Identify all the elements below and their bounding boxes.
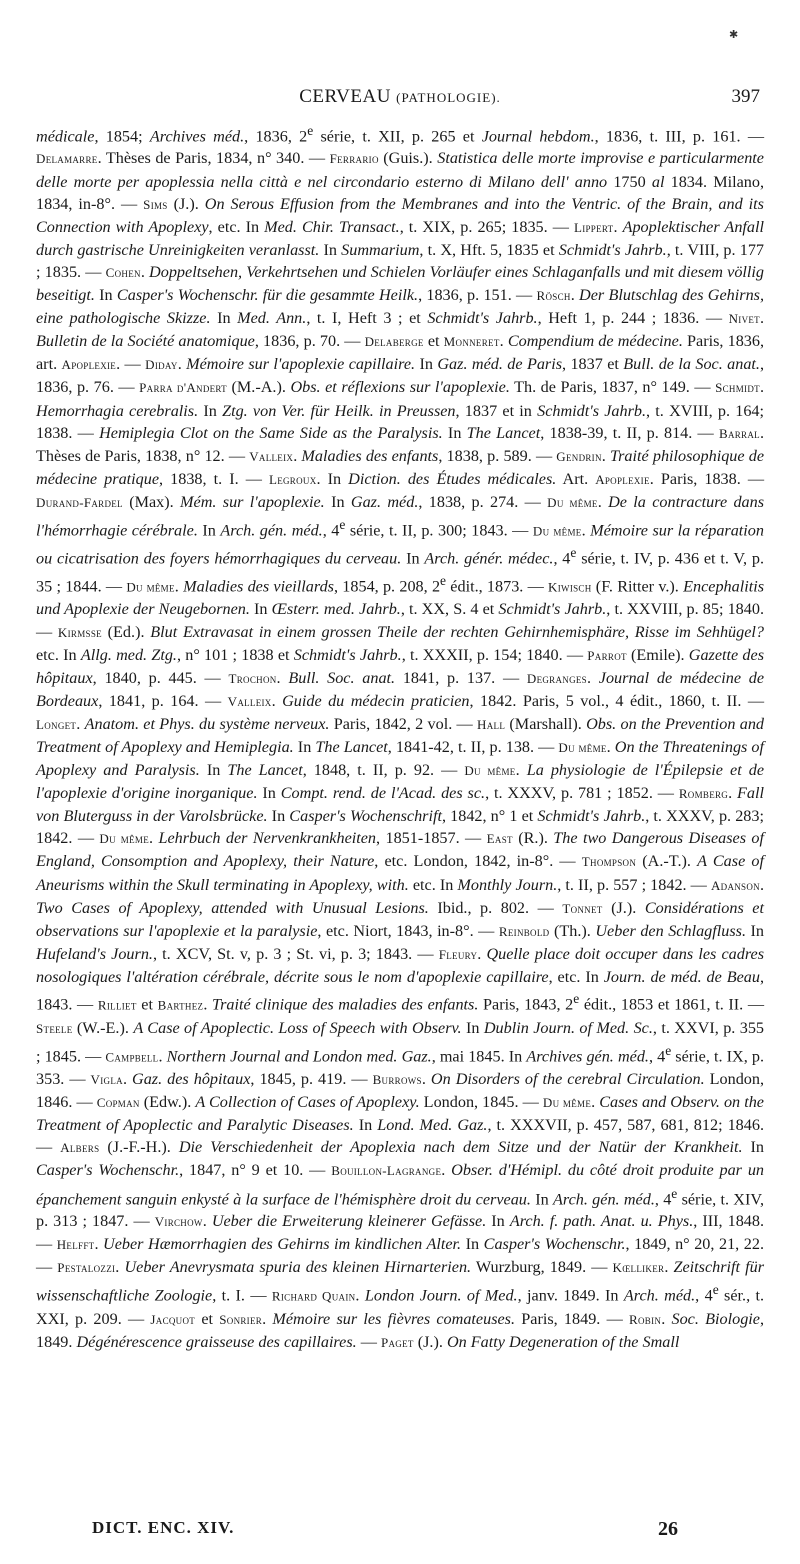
author-name: Longet: [36, 716, 77, 732]
author-name: Monneret: [443, 334, 500, 350]
work-title: Gaz. méd. de Paris: [437, 355, 563, 374]
work-title: médicale: [36, 127, 95, 146]
author-name: Rösch: [536, 288, 571, 304]
author-name: Durand-Fardel: [36, 494, 123, 510]
work-title: On Disorders of the cerebral Circulation.: [430, 1070, 705, 1089]
author-name: Apoplexie: [595, 471, 650, 487]
work-title: Northern Journal and London med. Gaz.: [166, 1047, 432, 1065]
work-title: On Serous Effusion from the Membranes and into the Ventric. of the Brain, and its Connection with Apoplexy: [36, 194, 764, 236]
author-name: Sonrier: [219, 1311, 263, 1327]
author-name: Hall: [477, 716, 506, 732]
author-name: Jacquot: [150, 1311, 196, 1327]
work-title: Guide du médecin praticien: [282, 691, 470, 710]
work-title: De la contracture dans l'hémorrhagie cérébrale.: [36, 492, 765, 540]
work-title: A Case of Aneurisms within the Skull terminating in Apoplexy, with.: [36, 852, 765, 894]
bibliography-paragraph: médicale, 1854; Archives méd., 1836, 2e série, t. XII, p. 265 et Journal hebdom., 1836, t. III, p. 161. — Delamarre. Thèses de Paris, 1834, n° 340. — Ferrario (Guis.). Statistica delle morte improvise e particularmente delle morte per apoplessia nella città e nel circondario esterno di Milano dell' anno 1750 al 1834. Milano, 1834, in-8°. — Sims (J.). On Serous Effusion from the Membranes and into the Ventric. of the Brain, and its Connection with Apoplexy, etc. In Med. Chir. Transact., t. XIX, p. 265; 1835. — Lippert. Apoplektischer Anfall durch gastrische Unreinigkeiten veranlasst. In Summarium, t. X, Hft. 5, 1835 et Schmidt's Jahrb., t. VIII, p. 177 ; 1835. — Cohen. Doppeltsehen, Verkehrtsehen und Schielen Vorläufer eines Schlaganfalls und mit diesem völlig beseitigt. In Casper's Wochenschr. für die gesammte Heilk., 1836, p. 151. — Rösch. Der Blutschlag des Gehirns, eine pathologische Skizze. In Med. Ann., t. I, Heft 3 ; et Schmidt's Jahrb., Heft 1, p. 244 ; 1836. — Nivet. Bulletin de la Société anatomique, 1836, p. 70. — Delaberge et Monneret. Compendium de médecine. Paris, 1836, art. Apoplexie. — Diday. Mémoire sur l'apoplexie capillaire. In Gaz. méd. de Paris, 1837 et Bull. de la Soc. anat., 1836, p. 76. — Parra d'Andert (M.-A.). Obs. et réflexions sur l'apoplexie. Th. de Paris, 1837, n° 149. — Schmidt. Hemorrhagia cerebralis. In Ztg. von Ver. für Heilk. in Preussen, 1837 et in Schmidt's Jahrb., t. XVIII, p. 164; 1838. — Hemiplegia Clot on the Same Side as the Paralysis. In The Lancet, 1838-39, t. II, p. 814. — Barral. Thèses de Paris, 1838, n° 12. — Valleix. Maladies des enfants, 1838, p. 589. — Gendrin. Traité philosophique de médecine pratique, 1838, t. I. — Legroux. In Diction. des Études médicales. Art. Apoplexie. Paris, 1838. — Durand-Fardel (Max). Mém. sur l'apoplexie. In Gaz. méd., 1838, p. 274. — Du même. De la contracture dans l'hémorrhagie cérébrale. In Arch. gén. méd., 4e série, t. II, p. 300; 1843. — Du même. Mémoire sur la réparation ou cicatrisation des foyers hémorrhagiques du cerveau. In Arch. génér. médec., 4e série, t. IV, p. 436 et t. V, p. 35 ; 1844. — Du même. Maladies des vieillards, 1854, p. 208, 2e édit., 1873. — Kiwisch (F. Ritter v.). Encephalitis und Apoplexie der Neugebornen. In Œsterr. med. Jahrb., t. XX, S. 4 et Schmidt's Jahrb., t. XXVIII, p. 85; 1840. — Kirmsse (Ed.). Blut Extravasat in einem grossen Theile der rechten Gehirnhemisphäre, Risse im Sehhügel? etc. In Allg. med. Ztg., n° 101 ; 1838 et Schmidt's Jahrb., t. XXXII, p. 154; 1840. — Parrot (Emile). Gazette des hôpitaux, 1840, p. 445. — Trochon. Bull. Soc. anat. 1841, p. 137. — Degranges. Journal de médecine de Bordeaux, 1841, p. 164. — Valleix. Guide du médecin praticien, 1842. Paris, 5 vol., 4 édit., 1860, t. II. — Longet. Anatom. et Phys. du système nerveux. Paris, 1842, 2 vol. — Hall (Marshall). Obs. on the Prevention and Treatment of Apoplexy and Hemiplegia. In The Lancet, 1841-42, t. II, p. 138. — Du même. On the Threatenings of Apoplexy and Paralysis. In The Lancet, 1848, t. II, p. 92. — Du même. La physiologie de l'Épilepsie et de l'apoplexie d'origine inorganique. In Compt. rend. de l'Acad. des sc., t. XXXV, p. 781 ; 1852. — Romberg. Fall von Bluterguss in der Varolsbrücke. In Casper's Wochenschrift, 1842, n° 1 et Schmidt's Jahrb., t. XXXV, p. 283; 1842. — Du même. Lehrbuch der Nervenkrankheiten, 1851-1857. — East (R.). The two Dangerous Diseases of England, Consomption and Apoplexy, their Nature, etc. London, 1842, in-8°. — Thompson (A.-T.). A Case of Aneurisms within the Skull terminating in Apoplexy, with. etc. In Monthly Journ., t. II, p. 557 ; 1842. — Adanson. Two Cases of Apoplexy, attended with Unusual Lesions. Ibid., p. 802. — Tonnet (J.). Considérations et observations sur l'apoplexie et la paralysie, etc. Niort, 1843, in-8°. — Reinbold (Th.). Ueber den Schlagfluss. In Hufeland's Journ., t. XCV, St. v, p. 3 ; St. vi, p. 3; 1843. — Fleury. Quelle place doit occuper dans les cadres nosologiques l'altération cérébrale, décrite sous le nom d'apoplexie capillaire, etc. In Journ. de méd. de Beau, 1843. — Rilliet et Barthez. Traité clinique des maladies des enfants. Paris, 1843, 2e édit., 1853 et 1861, t. II. — Steele (W.-E.). A Case of Apoplectic. Loss of Speech with Observ. In Dublin Journ. of Med. Sc., t. XXVI, p. 355 ; 1845. — Campbell. Northern Journal and London med. Gaz., mai 1845. In Archives gén. méd., 4e série, t. IX, p. 353. — Vigla. Gaz. des hôpitaux, 1845, p. 419. — Burrows. On Disorders of the cerebral Circulation. London, 1846. — Copman (Edw.). A Collection of Cases of Apoplexy. London, 1845. — Du même. Cases and Observ. on the Treatment of Apoplectic and Paralytic Diseases. In Lond. Med. Gaz., t. XXXVII, p. 457, 587, 681, 812; 1846. — Albers (J.-F.-H.). Die Verschiedenheit der Apoplexia nach dem Sitze und der Natür der Krankheit. In Casper's Wochenschr., 1847, n° 9 et 10. — Bouillon-Lagrange. Obser. d'Hémipl. du côté droit produite par un épanchement sanguin enkysté à la surface de l'hémisphère droit du cerveau. In Arch. gén. méd., 4e série, t. XIV, p. 313 ; 1847. — Virchow. Ueber die Erweiterung kleinerer Gefässe. In Arch. f. path. Anat. u. Phys., III, 1848. — Helfft. Ueber Hæmorrhagien des Gehirns im kindlichen Alter. In Casper's Wochenschr., 1849, n° 20, 21, 22. — Pestalozzi. Ueber Anevrysmata spuria des kleinen Hirnarterien. Wurzburg, 1849. — Kœlliker. Zeitschrift für wissenschaftliche Zoologie, t. I. — Richard Quain. London Journ. of Med., janv. 1849. In Arch. méd., 4e sér., t. XXI, p. 209. — Jacquot et Sonrier. Mémoire sur les fièvres comateuses. Paris, 1849. — Robin. Soc. Biologie, 1849. Dégénérescence graisseuse des capillaires. — Paget (J.). On Fatty Degeneration of the Small: [36, 123, 765, 1351]
work-title: Bulletin de la Société anatomique: [36, 332, 255, 351]
work-title: Lehrbuch der Nervenkrankheiten: [158, 829, 377, 848]
work-title: Gaz. méd.: [350, 492, 419, 511]
work-title: Ueber Anevrysmata spuria des kleinen Hirnarterien.: [124, 1258, 472, 1277]
work-title: Soc. Biologie: [671, 1309, 760, 1328]
author-name: Adanson: [710, 877, 760, 893]
work-title: Journal de médecine de Bordeaux: [36, 668, 765, 710]
author-name: Vigla: [90, 1072, 123, 1088]
work-title: Monthly Journ.: [457, 875, 558, 894]
author-name: Sims: [143, 196, 168, 212]
author-name: Delaberge: [364, 334, 424, 350]
work-title: Arch. f. path. Anat. u. Phys.: [509, 1212, 694, 1231]
work-title: Schmidt's Jahrb.: [498, 600, 607, 619]
author-name: Du même: [532, 523, 582, 539]
work-title: Allg. med. Ztg.: [80, 645, 177, 664]
page-number: 397: [731, 86, 760, 107]
author-name: Du même: [558, 740, 607, 755]
work-title: The Lancet: [466, 423, 541, 442]
work-title: Casper's Wochenschrift: [289, 807, 442, 826]
work-title: Schmidt's Jahrb.: [293, 645, 402, 664]
author-name: Kiwisch: [548, 579, 592, 595]
sheet-number: 26: [658, 1518, 678, 1540]
work-title: Bull. Soc. anat.: [288, 668, 396, 687]
author-name: Fleury: [438, 946, 478, 962]
work-title: Casper's Wochenschr.: [36, 1161, 180, 1180]
work-title: Hemorrhagia cerebralis.: [36, 401, 199, 420]
author-name: Ferrario: [329, 151, 379, 167]
work-title: Journ. de méd. de Beau: [603, 967, 760, 986]
ordinal-superscript: e: [307, 123, 314, 138]
work-title: Med. Ann.: [237, 309, 307, 328]
author-name: Barral: [718, 425, 760, 441]
running-title-section: (PATHOLOGIE).: [396, 90, 501, 105]
author-name: Thompson: [581, 854, 637, 870]
work-title: al: [651, 172, 665, 191]
work-title: Arch. méd.: [623, 1286, 696, 1305]
ordinal-superscript: e: [440, 572, 447, 588]
author-name: Valleix: [249, 448, 294, 464]
author-name: Bouillon-Lagrange: [331, 1163, 442, 1179]
work-title: Arch. génér. médec.: [424, 549, 554, 568]
author-name: Schmidt: [715, 380, 760, 396]
author-name: Rilliet: [97, 997, 137, 1013]
author-name: Gendrin: [556, 448, 602, 464]
work-title: Doppeltsehen, Verkehrtsehen und Schielen Vorläufer eines Schlaganfalls und mit diesem völlig beseitigt.: [36, 262, 765, 305]
author-name: Pestalozzi: [57, 1260, 116, 1276]
work-title: Considérations et observations sur l'apoplexie et la paralysie: [36, 898, 764, 940]
work-title: Schmidt's Jahrb.: [537, 401, 647, 420]
running-title-word: CERVEAU: [299, 86, 391, 107]
work-title: Cases and Observ. on the Treatment of Apoplectic and Paralytic Diseases.: [36, 1093, 764, 1135]
work-title: Dublin Journ. of Med. Sc.: [483, 1018, 653, 1037]
author-name: Helfft: [56, 1237, 95, 1253]
work-title: Arch. gén. méd.: [220, 521, 323, 540]
ordinal-superscript: e: [671, 1185, 678, 1201]
work-title: Summarium: [341, 240, 420, 259]
work-title: Zeitschrift für wissenschaftliche Zoologie: [36, 1258, 765, 1305]
author-name: Romberg: [678, 786, 729, 802]
work-title: Ueber die Erweiterung kleinerer Gefässe.: [211, 1212, 487, 1231]
author-name: Copman: [96, 1095, 140, 1111]
work-title: Hufeland's Journ.: [36, 944, 153, 963]
author-name: Robin: [629, 1311, 662, 1327]
author-name: Du même: [99, 831, 149, 847]
work-title: Compt. rend. de l'Acad. des sc.: [280, 784, 486, 803]
ordinal-superscript: e: [665, 1042, 672, 1058]
work-title: Traité philosophique de médecine pratique: [36, 446, 765, 488]
bibliography-text: [36, 120, 764, 1354]
author-name: East: [486, 831, 513, 847]
ordinal-superscript: e: [570, 545, 577, 561]
work-title: Archives gén. méd.: [526, 1047, 649, 1065]
author-name: Barthez: [157, 997, 204, 1013]
work-title: Ueber den Schlagfluss.: [595, 921, 747, 940]
work-title: Obs. on the Prevention and Treatment of Apoplexy and Hemiplegia.: [36, 714, 765, 756]
work-title: Obser. d'Hémipl. du côté droit produite par un épanchement sanguin enkysté à la surface de l'hémisphère droit du cerveau.: [36, 1161, 765, 1208]
work-title: Schmidt's Jahrb.: [427, 309, 538, 328]
work-title: Anatom. et Phys. du système nerveux.: [84, 714, 330, 733]
work-title: Maladies des vieillards: [183, 577, 334, 596]
work-title: The two Dangerous Diseases of England, Consomption and Apoplexy, their Nature: [36, 829, 765, 871]
author-name: Du même: [542, 1095, 592, 1111]
running-header: [36, 86, 764, 112]
work-title: On Fatty Degeneration of the Small: [446, 1332, 680, 1351]
work-title: Bull. de la Soc. anat.: [623, 355, 760, 374]
work-title: Hemiplegia Clot on the Same Side as the Paralysis.: [99, 423, 443, 442]
work-title: Traité clinique des maladies des enfants.: [212, 995, 479, 1014]
author-name: Kirmsse: [57, 624, 102, 640]
author-name: Du même: [126, 579, 175, 595]
work-title: Arch. gén. méd.: [552, 1189, 655, 1208]
work-title: Schmidt's Jahrb.: [558, 240, 667, 259]
page-footer: [36, 1518, 764, 1544]
author-name: Tonnet: [562, 900, 603, 916]
author-name: Du même: [547, 494, 598, 510]
running-title: [36, 86, 764, 108]
author-name: Campbell: [105, 1049, 159, 1064]
work-title: Mémoire sur l'apoplexie capillaire.: [186, 355, 416, 374]
author-name: Nivet: [728, 311, 760, 327]
author-name: Apoplexie: [61, 357, 117, 373]
work-title: Casper's Wochenschr. für die gesammte Heilk.: [116, 286, 419, 305]
work-title: Archives méd.: [149, 127, 245, 146]
work-title: Gazette des hôpitaux: [36, 645, 764, 687]
work-title: Statistica delle morte improvise e particularmente delle morte per apoplessia nella città e nel circondario esterno di Milano dell' anno: [36, 149, 764, 191]
work-title: Ueber Hæmorrhagien des Gehirns im kindlichen Alter.: [103, 1235, 462, 1254]
work-title: Mém. sur l'apoplexie.: [180, 492, 325, 511]
work-title: A Collection of Cases of Apoplexy.: [195, 1093, 420, 1112]
author-name: Cohen: [105, 264, 141, 280]
work-title: Die Verschiedenheit der Apoplexia nach dem Sitze und der Natür der Krankheit.: [178, 1138, 743, 1157]
work-title: Journal hebdom.: [481, 127, 595, 146]
work-title: Apoplektischer Anfall durch gastrische Unreinigkeiten veranlasst.: [36, 217, 764, 259]
ordinal-superscript: e: [712, 1282, 719, 1298]
work-title: Schmidt's Jahrb.: [537, 807, 646, 826]
author-name: Steele: [36, 1020, 73, 1036]
author-name: Delamarre: [36, 151, 98, 167]
work-title: Diction. des Études médicales.: [348, 469, 557, 488]
work-title: La physiologie de l'Épilepsie et de l'apoplexie d'origine inorganique.: [36, 761, 765, 803]
work-title: Ztg. von Ver. für Heilk. in Preussen: [222, 401, 456, 420]
work-title: Œsterr. med. Jahrb.: [271, 600, 401, 619]
author-name: Virchow: [154, 1214, 203, 1230]
work-title: A Case of Apoplectic. Loss of Speech with Observ.: [133, 1018, 462, 1037]
work-title: London Journ. of Med.: [364, 1286, 518, 1305]
author-name: Kœlliker: [612, 1260, 665, 1276]
work-title: Two Cases of Apoplexy, attended with Unusual Lesions.: [36, 898, 429, 917]
author-name: Trochon: [228, 670, 277, 686]
work-title: Gaz. des hôpitaux: [132, 1070, 251, 1089]
work-title: Quelle place doit occuper dans les cadres nosologiques l'altération cérébrale, décrite sous le nom d'apoplexie capillaire: [36, 944, 765, 986]
author-name: Richard Quain: [271, 1288, 356, 1304]
ordinal-superscript: e: [573, 991, 580, 1007]
work-title: The Lancet: [227, 761, 303, 780]
work-title: Dégénérescence graisseuse des capillaires.: [76, 1332, 357, 1351]
author-name: Parrot: [587, 647, 627, 663]
work-title: Med. Chir. Transact.: [264, 217, 400, 236]
work-title: On the Threatenings of Apoplexy and Paralysis.: [36, 738, 765, 780]
work-title: Compendium de médecine.: [507, 332, 683, 351]
author-name: Reinbold: [498, 923, 550, 939]
author-name: Legroux: [268, 471, 317, 487]
author-name: Parra d'Andert: [139, 380, 227, 396]
signature-mark: DICT. ENC. XIV.: [92, 1518, 235, 1537]
work-title: The Lancet: [315, 738, 388, 756]
work-title: Obs. et réflexions sur l'apoplexie.: [290, 378, 510, 397]
work-title: Blut Extravasat in einem grossen Theile der rechten Gehirnhemisphäre, Risse im Sehhügel?: [150, 622, 765, 641]
work-title: Maladies des enfants: [301, 446, 439, 465]
author-name: Paget: [380, 1334, 414, 1350]
author-name: Lippert: [573, 219, 614, 235]
author-name: Valleix: [227, 693, 272, 709]
work-title: Lond. Med. Gaz.: [377, 1116, 488, 1135]
printer-mark: ✱: [729, 29, 739, 41]
author-name: Diday: [145, 357, 178, 373]
work-title: Mémoire sur la réparation ou cicatrisation des foyers hémorrhagiques du cerveau.: [36, 521, 764, 568]
work-title: Der Blutschlag des Gehirns, eine pathologische Skizze.: [36, 286, 765, 328]
author-name: Burrows: [372, 1072, 422, 1088]
work-title: Mémoire sur les fièvres comateuses.: [272, 1309, 516, 1328]
work-title: Encephalitis und Apoplexie der Neugebornen.: [36, 577, 765, 619]
work-title: Fall von Bluterguss in der Varolsbrücke.: [36, 784, 765, 826]
author-name: Albers: [60, 1140, 100, 1156]
author-name: Degranges: [526, 670, 587, 686]
author-name: Du même: [464, 763, 516, 779]
ordinal-superscript: e: [339, 516, 346, 532]
work-title: Casper's Wochenschr.: [483, 1235, 626, 1254]
